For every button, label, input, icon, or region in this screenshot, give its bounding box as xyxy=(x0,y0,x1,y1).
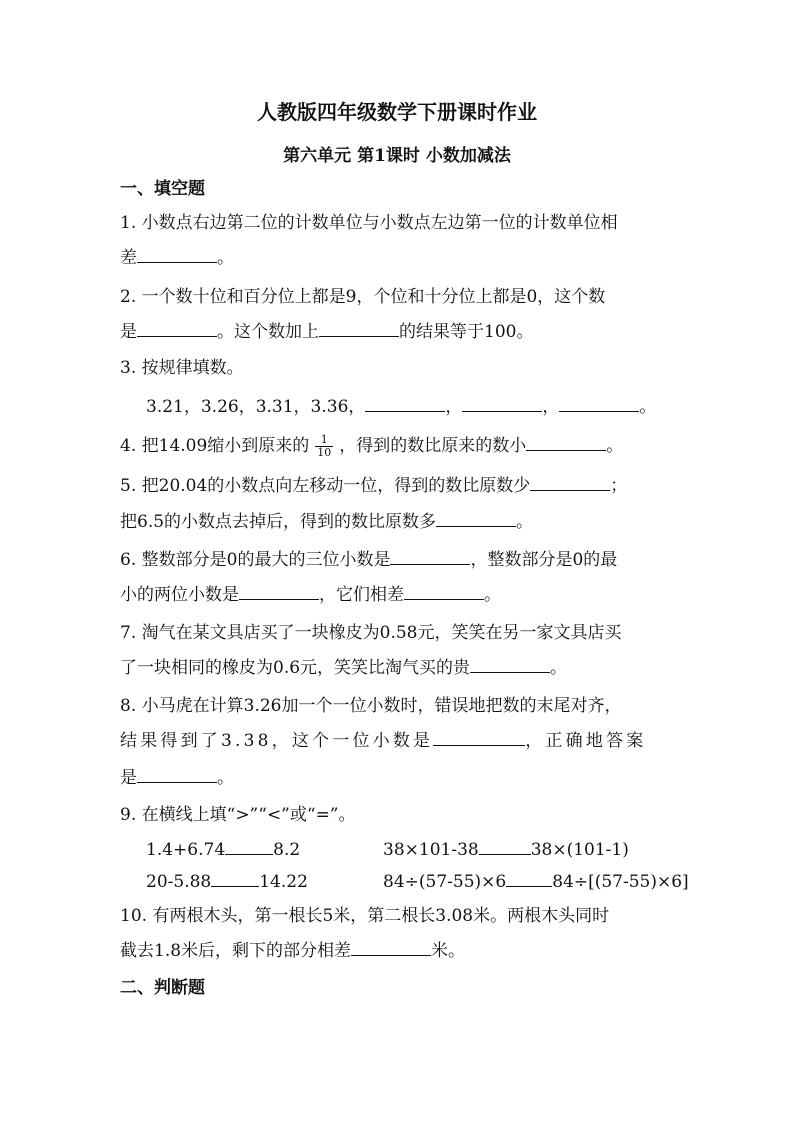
compare-blank[interactable] xyxy=(211,870,259,887)
q2-line1: 2. 一个数十位和百分位上都是9，个位和十分位上都是0，这个数 xyxy=(120,287,606,307)
q7-line1: 7. 淘气在某文具店买了一块橡皮为0.58元，笑笑在另一家文具店买 xyxy=(120,623,622,643)
q8-line1: 8. 小马虎在计算3.26加一个一位小数时，错误地把数的末尾对齐， xyxy=(120,696,622,716)
q6-line2: 小的两位小数是 ，它们相差 。 xyxy=(120,585,501,605)
answer-blank[interactable] xyxy=(404,583,484,600)
answer-blank[interactable] xyxy=(526,434,606,451)
answer-blank[interactable] xyxy=(319,320,399,337)
answer-blank[interactable] xyxy=(436,510,516,527)
compare-blank[interactable] xyxy=(479,838,531,855)
q9-line1: 9. 在横线上填“>”“<”或“=”。 xyxy=(120,805,356,825)
answer-blank[interactable] xyxy=(365,395,445,412)
q3-sequence: 3.21，3.26，3.31，3.36， ， ， 。 xyxy=(146,397,657,417)
answer-blank[interactable] xyxy=(137,766,217,783)
worksheet-title: 人教版四年级数学下册课时作业 xyxy=(257,100,537,124)
answer-blank[interactable] xyxy=(239,583,319,600)
q1-line2: 差 。 xyxy=(120,248,234,268)
q3-line1: 3. 按规律填数。 xyxy=(120,358,244,378)
q2-line2: 是 。这个数加上 的结果等于100。 xyxy=(120,322,534,342)
section-true-false: 二、判断题 xyxy=(120,978,205,998)
q9-expr4: 84÷(57-55)×6 84÷[(57-55)×6] xyxy=(383,872,689,892)
q9-expr3: 20-5.88 14.22 xyxy=(146,872,308,892)
q10-line1: 10. 有两根木头，第一根长5米，第二根长3.08米。两根木头同时 xyxy=(120,906,610,926)
section-fill-in-blanks: 一、填空题 xyxy=(120,179,205,199)
answer-blank[interactable] xyxy=(559,395,639,412)
answer-blank[interactable] xyxy=(530,474,610,491)
q9-expr1: 1.4+6.74 8.2 xyxy=(146,840,301,860)
answer-blank[interactable] xyxy=(137,246,217,263)
q4-line1: 4. 把14.09缩小到原来的 $\frac{1}{10}$ ，得到的数比原来的数小 。 xyxy=(120,433,624,459)
answer-blank[interactable] xyxy=(351,939,431,956)
q1-line1: 1. 小数点右边第二位的计数单位与小数点左边第一位的计数单位相 xyxy=(120,213,618,233)
answer-blank[interactable] xyxy=(390,548,470,565)
q7-line2: 了一块相同的橡皮为0.6元，笑笑比淘气买的贵 。 xyxy=(120,658,568,678)
fraction-one-tenth: $\frac{1}{10}$ xyxy=(317,433,332,459)
q6-line1: 6. 整数部分是0的最大的三位小数是 ，整数部分是0的最 xyxy=(120,550,618,570)
compare-blank[interactable] xyxy=(506,870,552,887)
q8-line2: 结果得到了3.38，这个一位小数是 ，正确地答案 xyxy=(120,731,647,751)
q9-expr2: 38×101-38 38×(101-1) xyxy=(383,840,629,860)
worksheet-subtitle: 第六单元 第1课时 小数加减法 xyxy=(283,146,511,166)
q8-line3: 是 。 xyxy=(120,768,234,788)
q5-line2: 把6.5的小数点去掉后，得到的数比原数多 。 xyxy=(120,512,534,532)
compare-blank[interactable] xyxy=(225,838,273,855)
answer-blank[interactable] xyxy=(462,395,542,412)
answer-blank[interactable] xyxy=(433,729,525,746)
q10-line2: 截去1.8米后，剩下的部分相差 米。 xyxy=(120,941,466,961)
q5-line1: 5. 把20.04的小数点向左移动一位，得到的数比原数少 ； xyxy=(120,476,628,496)
answer-blank[interactable] xyxy=(137,320,217,337)
answer-blank[interactable] xyxy=(470,656,550,673)
